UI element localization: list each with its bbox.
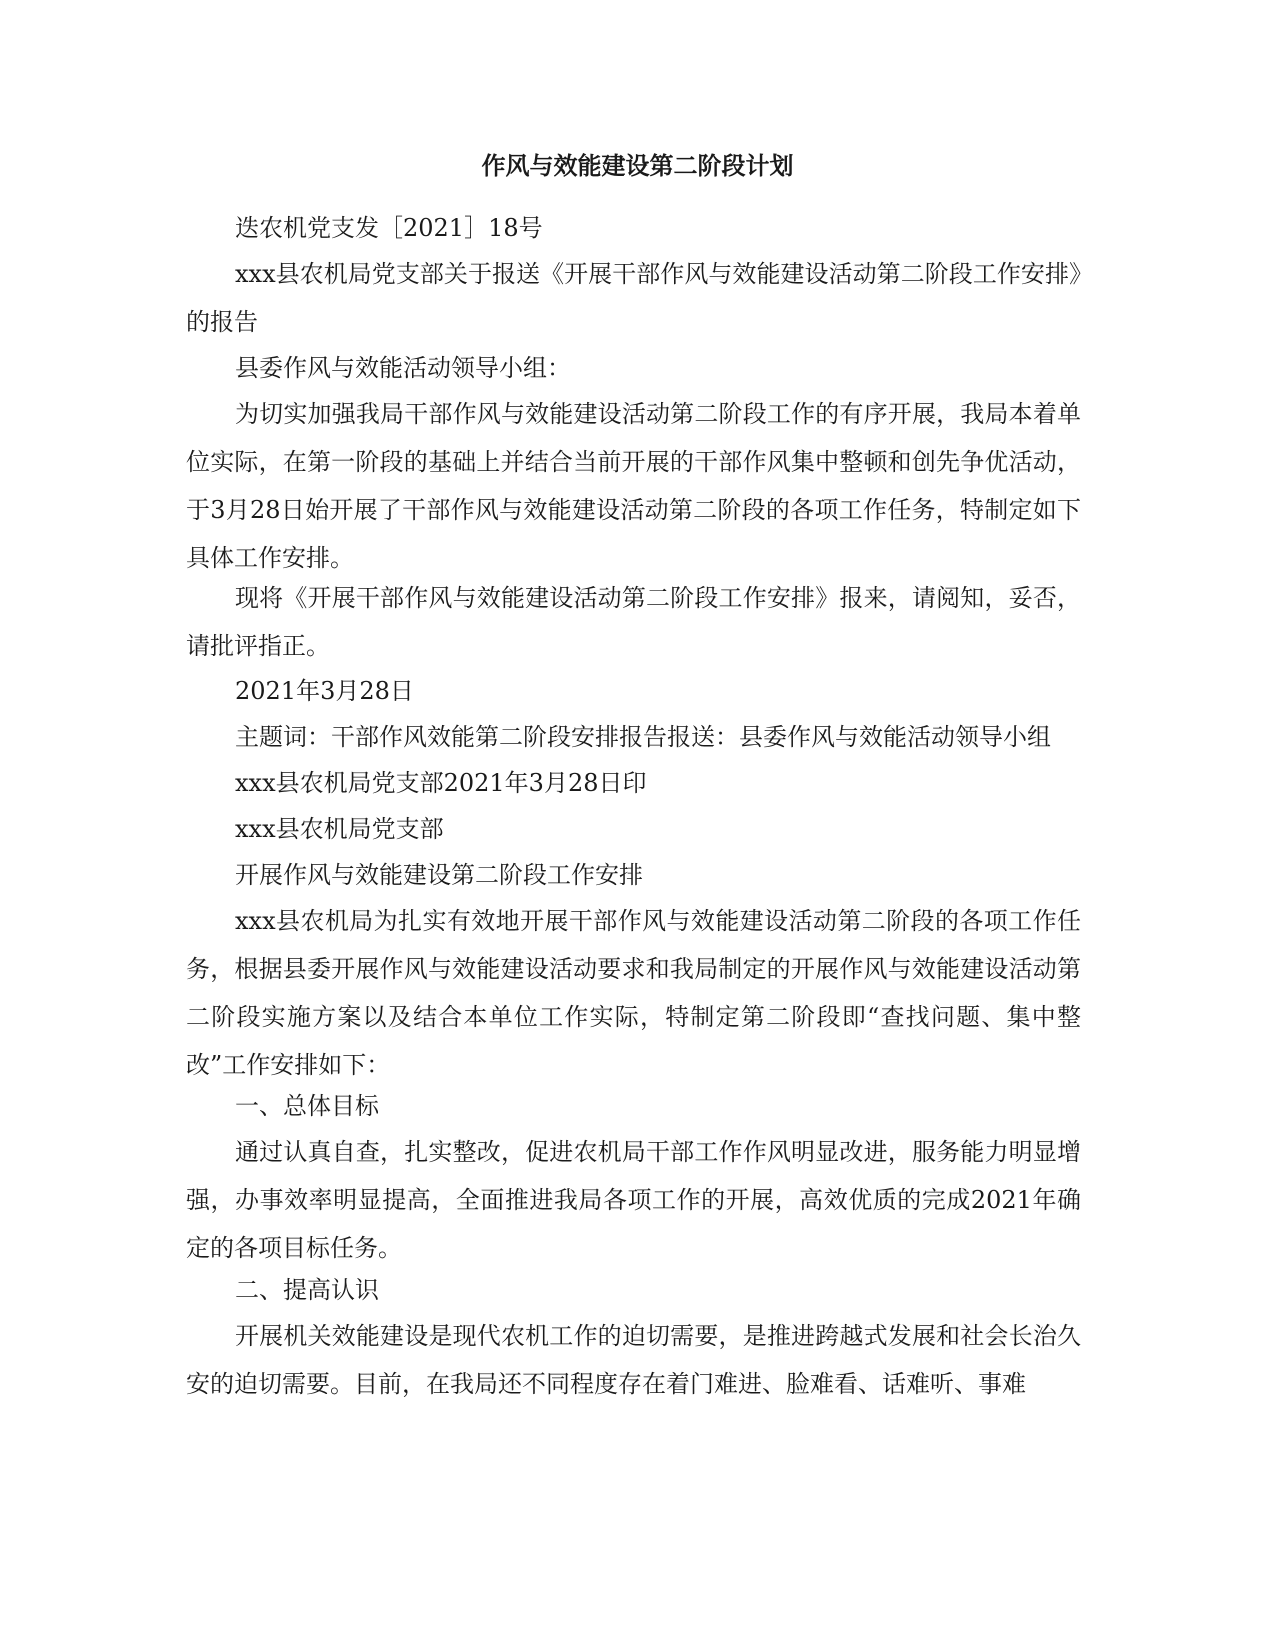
body-paragraph: 开展机关效能建设是现代农机工作的迫切需要，是推进跨越式发展和社会长治久安的迫切需要。目前，在我局还不同程度存在着门难进、脸难看、话难听、事难 <box>186 1322 1081 1398</box>
document-number: 迭农机党支发［2021］18号 <box>235 214 543 242</box>
issuer-line: xxx县农机局党支部 <box>235 815 444 843</box>
report-heading: xxx县农机局党支部关于报送《开展干部作风与效能建设活动第二阶段工作安排》的报告 <box>186 260 1081 336</box>
section-heading: 开展作风与效能建设第二阶段工作安排 <box>235 861 643 889</box>
body-paragraph: xxx县农机局为扎实有效地开展干部作风与效能建设活动第二阶段的各项工作任务，根据县委开展作风与效能建设活动要求和我局制定的开展作风与效能建设活动第二阶段实施方案以及结合本单位工作实际，特制定第二阶段即“查找问题、集中整改”工作安排如下： <box>186 907 1081 1079</box>
subsection-heading: 二、提高认识 <box>235 1276 379 1304</box>
print-line: xxx县农机局党支部2021年3月28日印 <box>235 769 647 797</box>
recipient-line: 县委作风与效能活动领导小组： <box>235 354 571 382</box>
document-title: 作风与效能建设第二阶段计划 <box>481 151 794 180</box>
body-paragraph: 通过认真自查，扎实整改，促进农机局干部工作作风明显改进，服务能力明显增强，办事效率明显提高，全面推进我局各项工作的开展，高效优质的完成2021年确定的各项目标任务。 <box>186 1138 1081 1262</box>
date-line: 2021年3月28日 <box>235 677 414 705</box>
body-paragraph: 现将《开展干部作风与效能建设活动第二阶段工作安排》报来，请阅知，妥否，请批评指正。 <box>186 584 1081 660</box>
subsection-heading: 一、总体目标 <box>235 1092 379 1120</box>
subject-words-line: 主题词：干部作风效能第二阶段安排报告报送：县委作风与效能活动领导小组 <box>235 723 1051 751</box>
body-paragraph: 为切实加强我局干部作风与效能建设活动第二阶段工作的有序开展，我局本着单位实际，在第一阶段的基础上并结合当前开展的干部作风集中整顿和创先争优活动，于3月28日始开展了干部作风与效能建设活动第二阶段的各项工作任务，特制定如下具体工作安排。 <box>186 400 1081 572</box>
